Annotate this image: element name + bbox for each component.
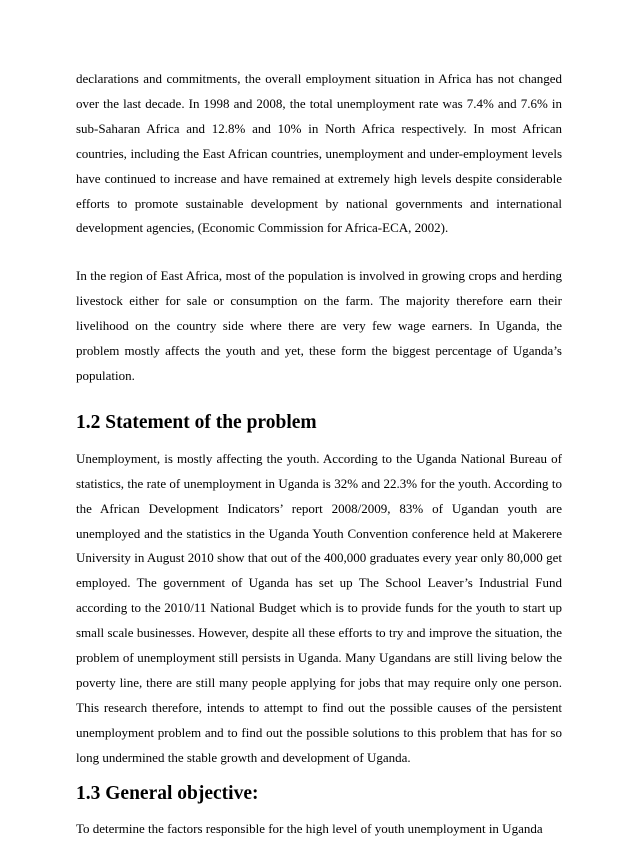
heading-general-objective: 1.3 General objective: [76,782,259,804]
paragraph-east-africa: In the region of East Africa, most of the population is involved in growing crops and herding livestock either for sale or consumption on the farm. The majority therefore earn their livelihood on the country side where there are very few wage earners. In Uganda, the problem mostly affects the youth and yet, these form the biggest percentage of Uganda’s population. [76,268,562,383]
paragraph-problem-statement: Unemployment, is mostly affecting the youth. According to the Uganda National Bureau of statistics, the rate of unemployment in Uganda is 32% and 22.3% for the youth. According to the African Development Indicators’ report 2008/2009, 83% of Ugandan youth are unemployed and the statistics in the Uganda Youth Convention conference held at Makerere University in August 2010 show that out of the 400,000 graduates every year only 80,000 get employed. The government of Uganda has set up The School Leaver’s Industrial Fund according to the 2010/11 National Budget which is to provide funds for the youth to start up small scale businesses. However, despite all these efforts to try and improve the situation, the problem of unemployment still persists in Uganda. Many Ugandans are still living below the poverty line, there are still many people applying for jobs that may require only one person. This research therefore, intends to attempt to find out the possible causes of the persistent unemployment problem and to find out the possible solutions to this problem that has for so long undermined the stable growth and development of Uganda. [76,450,562,765]
page-content [76,67,562,842]
paragraph-general-objective: To determine the factors responsible for the high level of youth unemployment in Uganda [76,821,543,837]
paragraph-unemployment-overview: declarations and commitments, the overall employment situation in Africa has not changed over the last decade. In 1998 and 2008, the total unemployment rate was 7.4% and 7.6% in sub-Saharan Africa and 12.8% and 10% in North Africa respectively. In most African countries, including the East African countries, unemployment and under-employment levels have continued to increase and have remained at extremely high levels despite considerable efforts to promote sustainable development by national governments and international development agencies, (Economic Commission for Africa-ECA, 2002). [76,71,562,236]
heading-statement-of-problem: 1.2 Statement of the problem [76,411,317,433]
